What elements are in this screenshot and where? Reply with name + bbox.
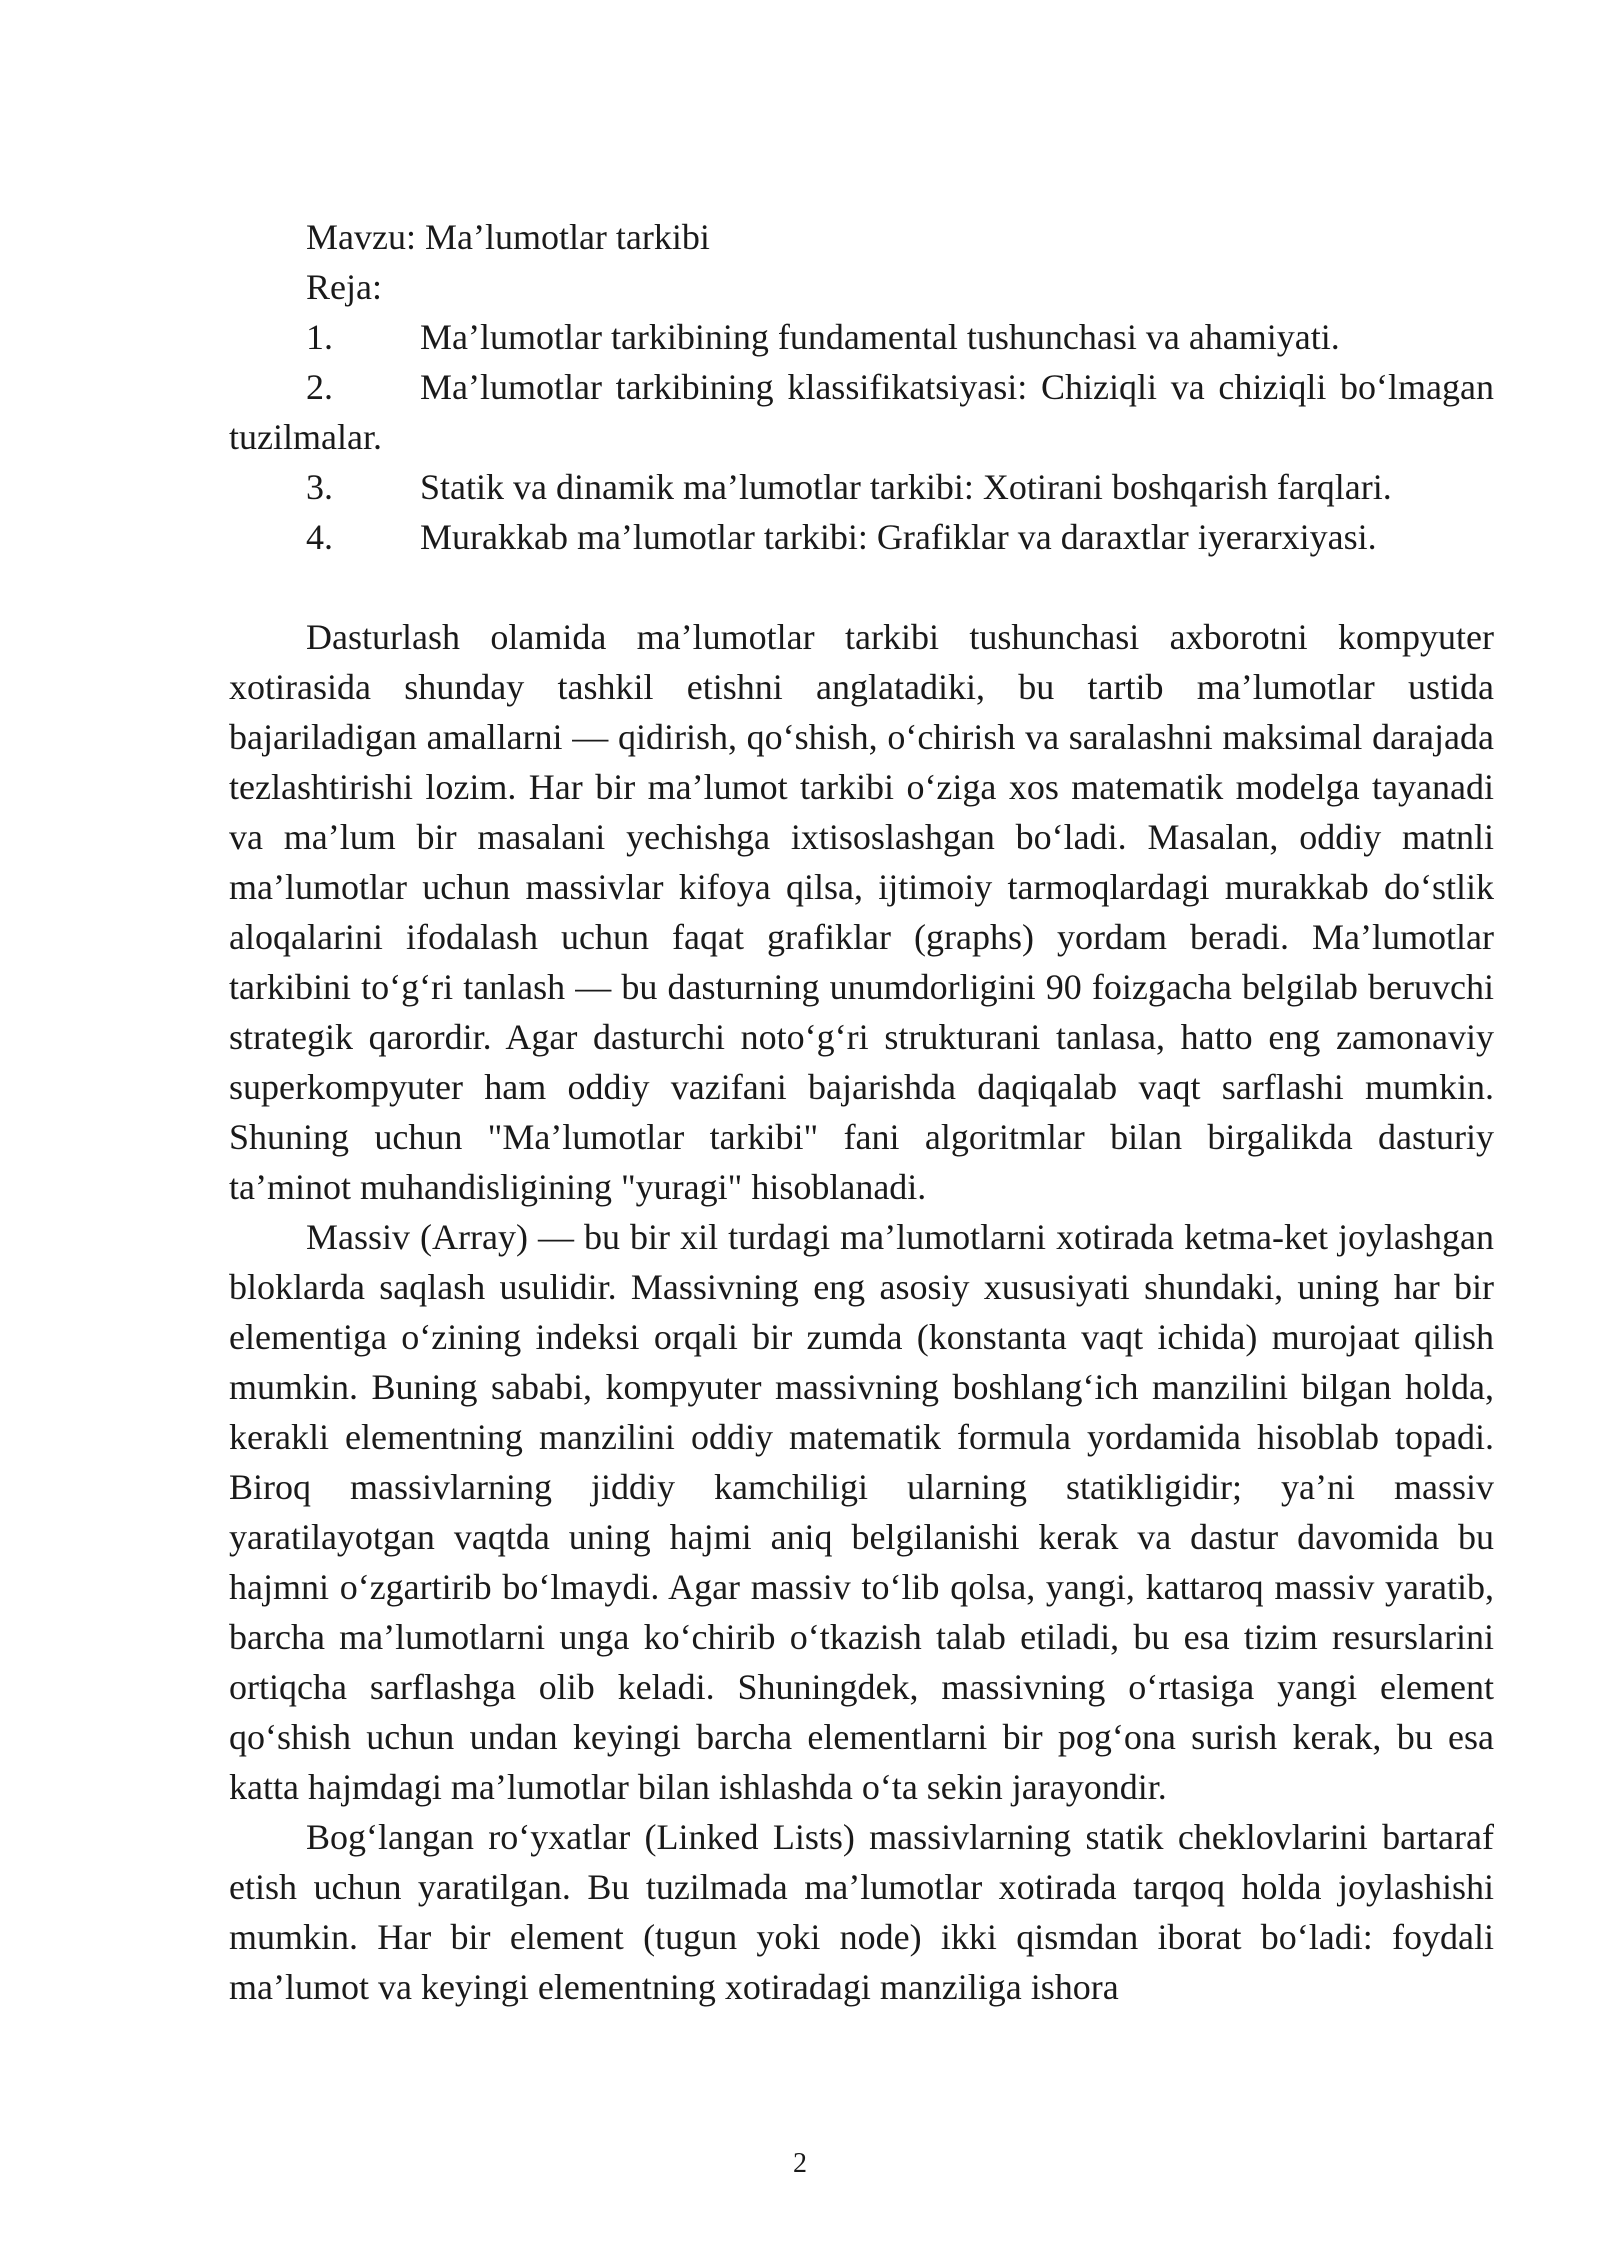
document-page (229, 212, 1494, 2012)
plan-item-text: Murakkab ma’lumotlar tarkibi: Grafiklar va daraxtlar iyerarxiyasi. (420, 517, 1377, 557)
topic-heading: Mavzu: Ma’lumotlar tarkibi (306, 217, 710, 257)
plan-item-number: 3. (306, 467, 333, 507)
plan-item (229, 462, 1494, 512)
section-spacer (229, 562, 1494, 612)
plan-item-text: Ma’lumotlar tarkibining fundamental tushunchasi va ahamiyati. (420, 317, 1340, 357)
plan-item-number: 2. (306, 367, 333, 407)
plan-item (229, 312, 1494, 362)
body-paragraph: Dasturlash olamida ma’lumotlar tarkibi tushunchasi axborotni kompyuter xotirasida shunday tashkil etishni anglatadiki, bu tartib ma’lumotlar ustida bajariladigan amallarni — qidirish, qo‘shish, o‘chirish va saralashni maksimal darajada tezlashtirishi lozim. Har bir ma’lumot tarkibi o‘ziga xos matematik modelga tayanadi va ma’lum bir masalani yechishga ixtisoslashgan bo‘ladi. Masalan, oddiy matnli ma’lumotlar uchun massivlar kifoya qilsa, ijtimoiy tarmoqlardagi murakkab do‘stlik aloqalarini ifodalash uchun faqat grafiklar (graphs) yordam beradi. Ma’lumotlar tarkibini to‘g‘ri tanlash — bu dasturning unumdorligini 90 foizgacha belgilab beruvchi strategik qarordir. Agar dasturchi noto‘g‘ri strukturani tanlasa, hatto eng zamonaviy superkompyuter ham oddiy vazifani bajarishda daqiqalab vaqt sarflashi mumkin. Shuning uchun "Ma’lumotlar tarkibi" fani algoritmlar bilan birgalikda dasturiy ta’minot muhandisligining "yuragi" hisoblanadi. (229, 617, 1494, 1207)
body-paragraph: Bog‘langan ro‘yxatlar (Linked Lists) massivlarning statik cheklovlarini bartaraf etish uchun yaratilgan. Bu tuzilmada ma’lumotlar xotirada tarqoq holda joylashishi mumkin. Har bir element (tugun yoki node) ikki qismdan iborat bo‘ladi: foydali ma’lumot va keyingi elementning xotiradagi manziliga ishora (229, 1817, 1494, 2007)
plan-item-text: Ma’lumotlar tarkibining klassifikatsiyasi: Chiziqli va chiziqli bo‘lmagan tuzilmalar. (229, 367, 1494, 457)
plan-label: Reja: (306, 267, 382, 307)
plan-item (229, 512, 1494, 562)
plan-item-number: 1. (306, 317, 333, 357)
plan-item-number: 4. (306, 517, 333, 557)
plan-item-text: Statik va dinamik ma’lumotlar tarkibi: Xotirani boshqarish farqlari. (420, 467, 1392, 507)
plan-item (229, 362, 1494, 462)
body-paragraph: Massiv (Array) — bu bir xil turdagi ma’lumotlarni xotirada ketma-ket joylashgan bloklarda saqlash usulidir. Massivning eng asosiy xususiyati shundaki, uning har bir elementiga o‘zining indeksi orqali bir zumda (konstanta vaqt ichida) murojaat qilish mumkin. Buning sababi, kompyuter massivning boshlang‘ich manzilini bilgan holda, kerakli elementning manzilini oddiy matematik formula yordamida hisoblab topadi. Biroq massivlarning jiddiy kamchiligi ularning statikligidir; ya’ni massiv yaratilayotgan vaqtda uning hajmi aniq belgilanishi kerak va dastur davomida bu hajmni o‘zgartirib bo‘lmaydi. Agar massiv to‘lib qolsa, yangi, kattaroq massiv yaratib, barcha ma’lumotlarni unga ko‘chirib o‘tkazish talab etiladi, bu esa tizim resurslarini ortiqcha sarflashga olib keladi. Shuningdek, massivning o‘rtasiga yangi element qo‘shish uchun undan keyingi barcha elementlarni bir pog‘ona surish kerak, bu esa katta hajmdagi ma’lumotlar bilan ishlashda o‘ta sekin jarayondir. (229, 1217, 1494, 1807)
page-number: 2 (793, 2148, 807, 2179)
